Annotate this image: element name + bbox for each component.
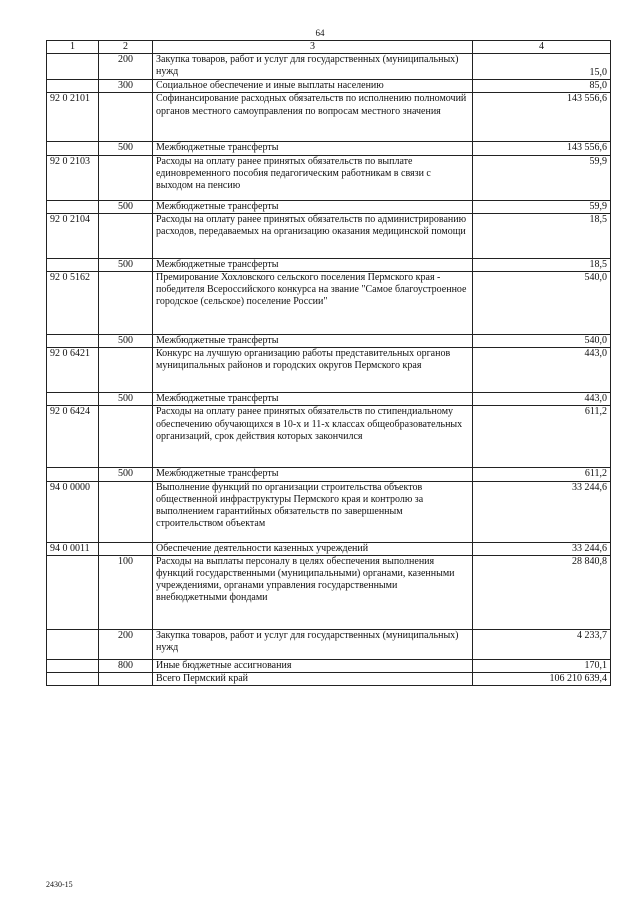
row-name: Расходы на выплаты персоналу в целях обеспечения выполнения функций государственными (муниципальными) органами, казенными учреждениями, органами управления государственными внебюджетными фондами [153,555,473,629]
row-name: Межбюджетные трансферты [153,393,473,406]
row-code: 94 0 0011 [47,542,99,555]
row-code [47,54,99,80]
row-name: Расходы на оплату ранее принятых обязательств по выплате единовременного пособия педагогическим работникам в связи с выходом на пенсию [153,155,473,200]
table-row [47,335,611,348]
table-row [47,142,611,155]
row-type: 500 [99,200,153,213]
row-type: 500 [99,335,153,348]
row-name: Социальное обеспечение и иные выплаты населению [153,80,473,93]
row-name: Премирование Хохловского сельского поселения Пермского края - победителя Всероссийского конкурса на звание "Самое благоустроенное городское (сельское) поселение России" [153,272,473,335]
row-type [99,348,153,393]
row-amount: 28 840,8 [473,555,611,629]
table-row [47,659,611,672]
table-row [47,542,611,555]
row-name: Выполнение функций по организации строительства объектов общественной инфраструктуры Пермского края и контролю за выполнением гарантийных обязательств по завершенным строительством объектам [153,481,473,542]
header-col-2: 2 [99,41,153,54]
row-code [47,673,99,686]
table-row [47,80,611,93]
row-amount: 143 556,6 [473,93,611,142]
row-code [47,258,99,271]
row-amount: 59,9 [473,200,611,213]
row-name: Конкурс на лучшую организацию работы представительных органов муниципальных районов и городских округов Пермского края [153,348,473,393]
row-name: Всего Пермский край [153,673,473,686]
row-amount: 143 556,6 [473,142,611,155]
table-row [47,54,611,80]
table-row [47,200,611,213]
row-code: 94 0 0000 [47,481,99,542]
row-code [47,80,99,93]
row-code [47,555,99,629]
row-type [99,213,153,258]
row-amount: 85,0 [473,80,611,93]
row-code [47,468,99,481]
table-row [47,481,611,542]
row-amount: 443,0 [473,393,611,406]
row-type [99,481,153,542]
row-name: Межбюджетные трансферты [153,335,473,348]
row-type: 800 [99,659,153,672]
row-name: Межбюджетные трансферты [153,142,473,155]
table-row [47,468,611,481]
row-type [99,542,153,555]
row-name: Расходы на оплату ранее принятых обязательств по стипендиальному обеспечению обучающихся в 10-х и 11-х классах общеобразовательных организаций, срок действия которых закончился [153,406,473,468]
footer-code: 2430-15 [46,880,73,889]
row-amount: 611,2 [473,406,611,468]
table-row [47,213,611,258]
table-row [47,272,611,335]
row-amount: 611,2 [473,468,611,481]
row-name: Расходы на оплату ранее принятых обязательств по администрированию расходов, передаваемых на организацию оказания медицинской помощи [153,213,473,258]
row-amount: 170,1 [473,659,611,672]
row-amount: 59,9 [473,155,611,200]
row-type: 500 [99,142,153,155]
budget-table [46,40,611,686]
row-type: 500 [99,258,153,271]
row-amount: 15,0 [473,54,611,80]
row-name: Иные бюджетные ассигнования [153,659,473,672]
row-type [99,93,153,142]
row-amount: 443,0 [473,348,611,393]
row-code [47,393,99,406]
row-type: 500 [99,393,153,406]
row-amount: 540,0 [473,272,611,335]
row-code [47,200,99,213]
row-amount: 540,0 [473,335,611,348]
row-name: Софинансирование расходных обязательств по исполнению полномочий органов местного самоуправления по вопросам местного значения [153,93,473,142]
row-type: 200 [99,629,153,659]
row-type [99,155,153,200]
row-name: Межбюджетные трансферты [153,200,473,213]
table-row [47,406,611,468]
row-amount: 18,5 [473,258,611,271]
row-type [99,673,153,686]
row-type: 300 [99,80,153,93]
table-row [47,155,611,200]
row-code: 92 0 5162 [47,272,99,335]
table-header-row [47,41,611,54]
row-amount: 18,5 [473,213,611,258]
table-row [47,93,611,142]
row-name: Межбюджетные трансферты [153,468,473,481]
row-code [47,335,99,348]
row-type: 100 [99,555,153,629]
row-code [47,142,99,155]
table-row [47,258,611,271]
row-name: Закупка товаров, работ и услуг для государственных (муниципальных) нужд [153,629,473,659]
table-row [47,629,611,659]
row-name: Закупка товаров, работ и услуг для государственных (муниципальных) нужд [153,54,473,80]
row-amount: 33 244,6 [473,542,611,555]
row-name: Межбюджетные трансферты [153,258,473,271]
table-row [47,393,611,406]
row-code: 92 0 6424 [47,406,99,468]
header-col-4: 4 [473,41,611,54]
row-name: Обеспечение деятельности казенных учреждений [153,542,473,555]
row-code: 92 0 2101 [47,93,99,142]
header-col-1: 1 [47,41,99,54]
header-col-3: 3 [153,41,473,54]
table-body [47,54,611,686]
row-code: 92 0 2104 [47,213,99,258]
row-code [47,659,99,672]
table-total-row [47,673,611,686]
row-amount: 33 244,6 [473,481,611,542]
row-type: 500 [99,468,153,481]
row-code [47,629,99,659]
row-code: 92 0 2103 [47,155,99,200]
row-type: 200 [99,54,153,80]
row-amount: 106 210 639,4 [473,673,611,686]
row-type [99,272,153,335]
row-type [99,406,153,468]
table-row [47,555,611,629]
row-code: 92 0 6421 [47,348,99,393]
table-row [47,348,611,393]
page-number: 64 [315,28,325,38]
row-amount: 4 233,7 [473,629,611,659]
